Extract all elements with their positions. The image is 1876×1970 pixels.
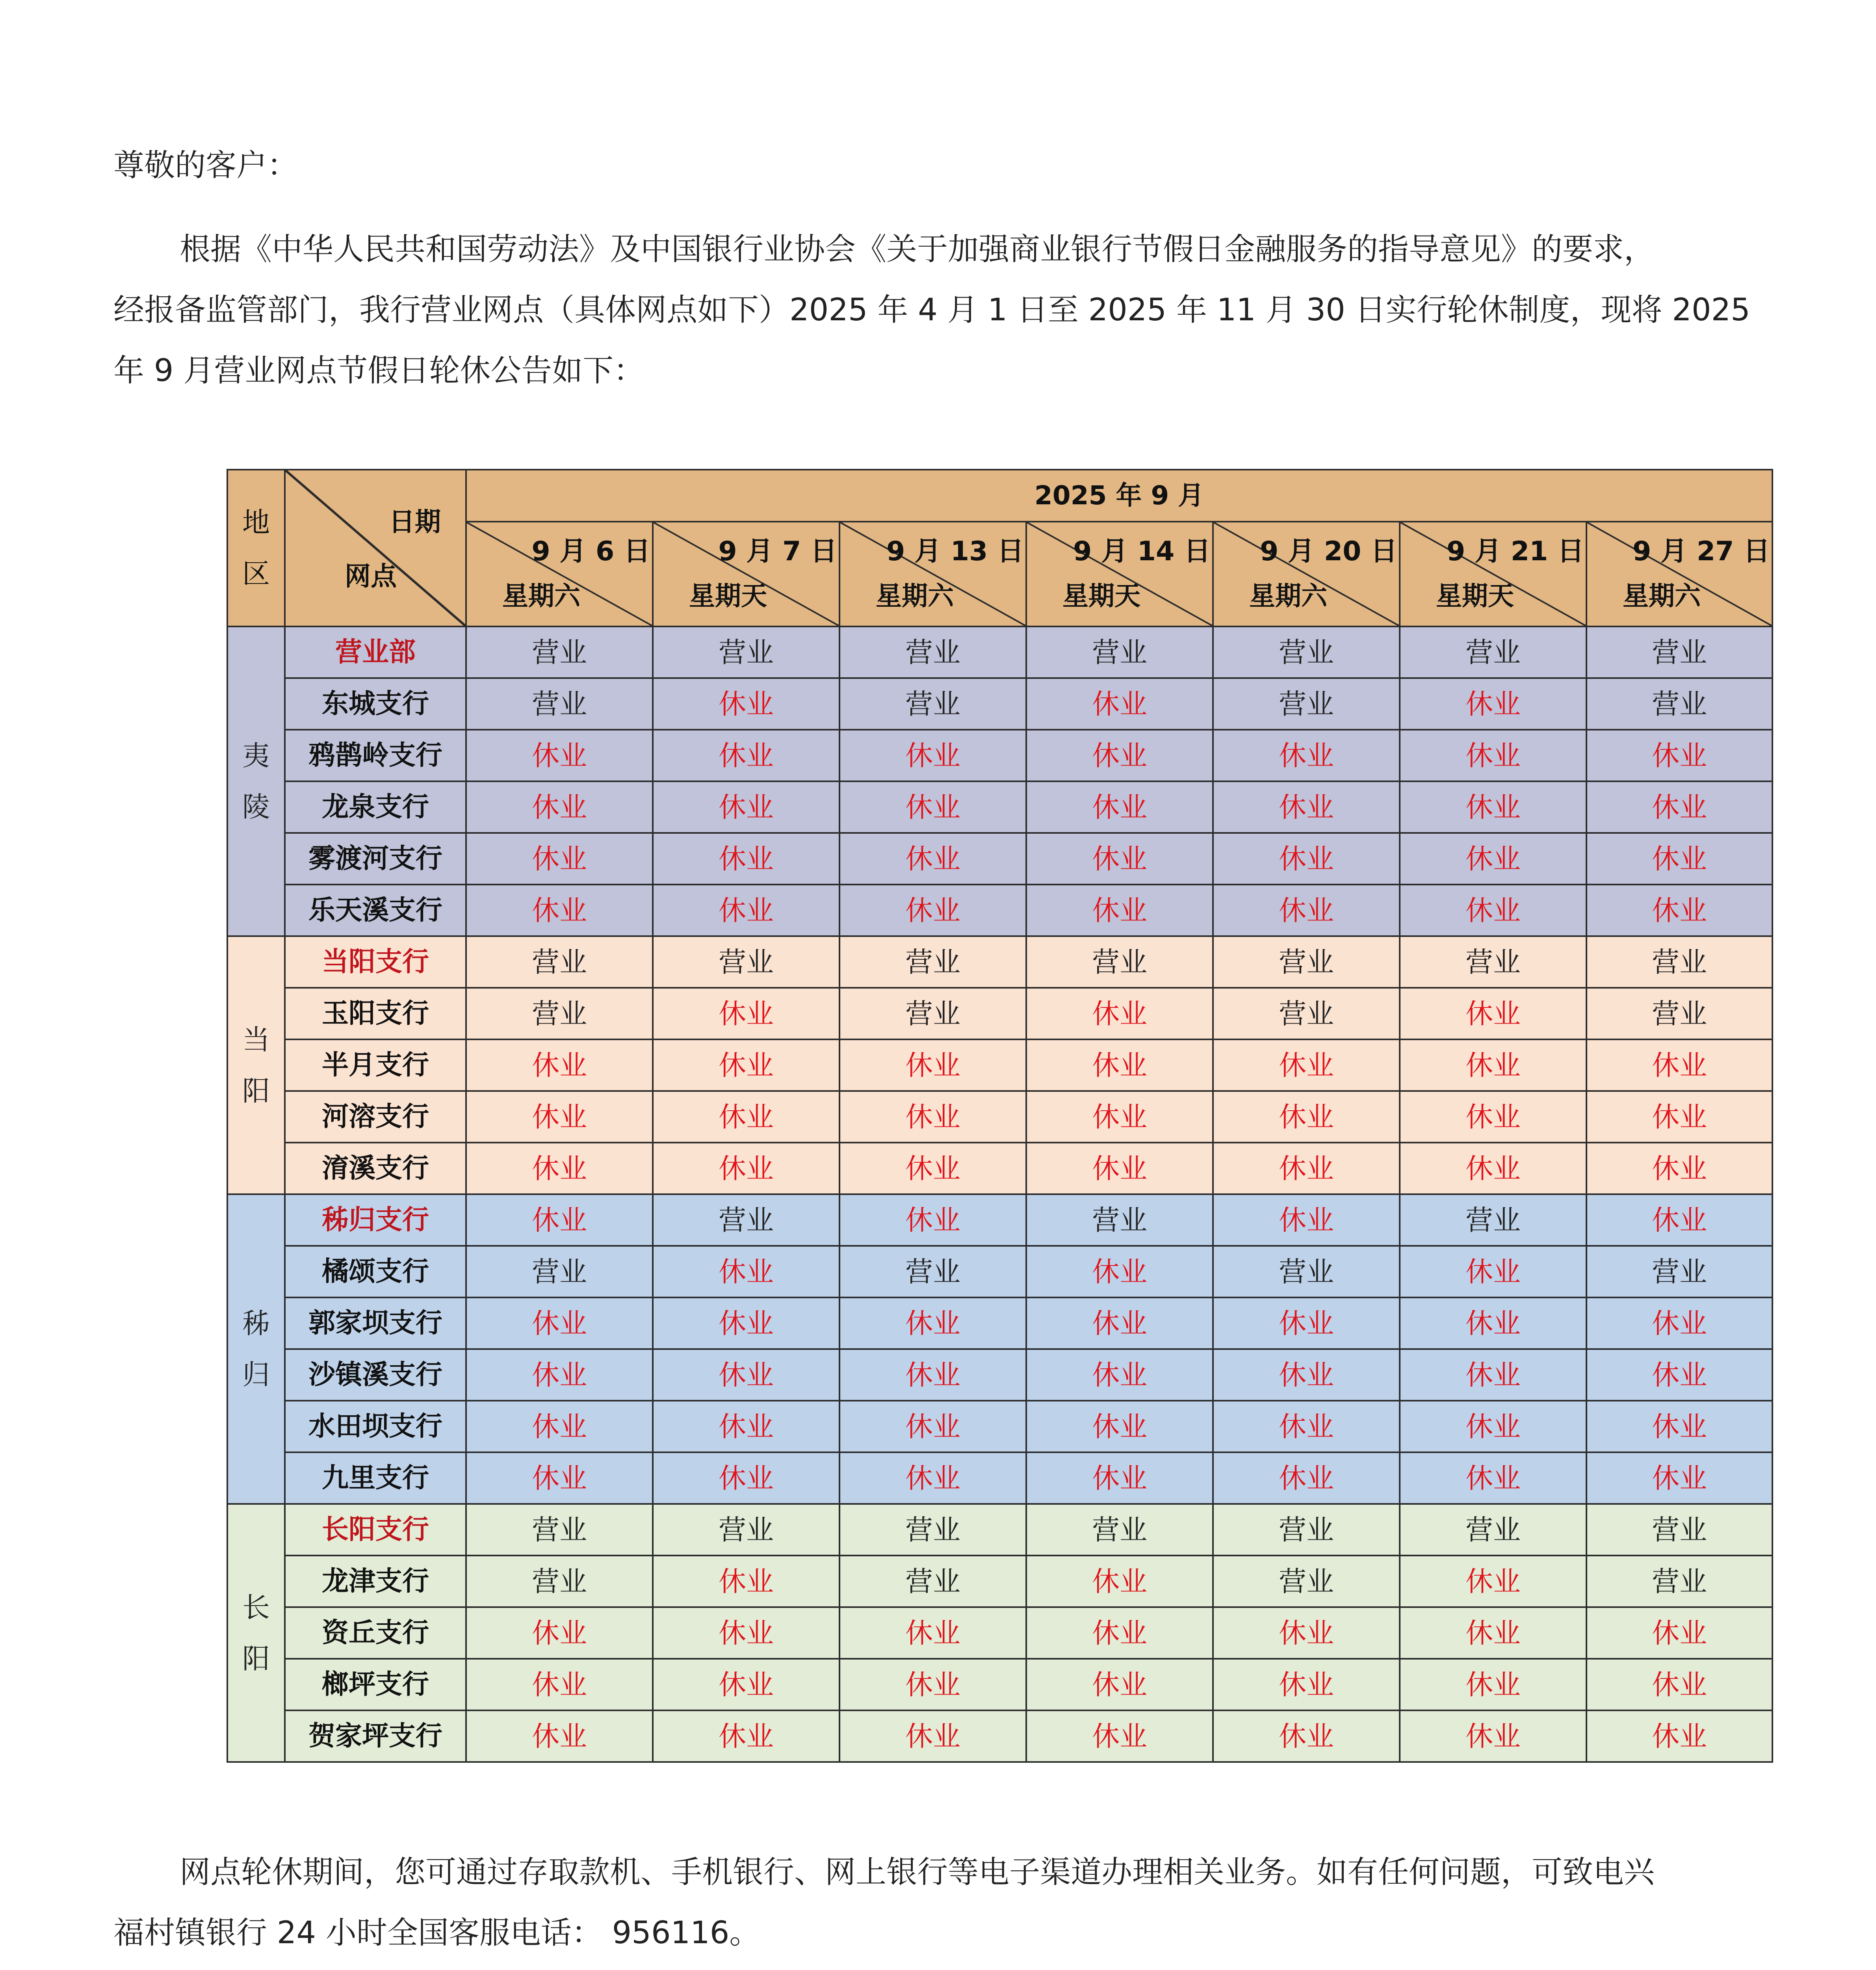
branch-name: 半月支行 [285,1039,466,1091]
day-date: 9 月 27 日 [1633,536,1770,567]
status-closed: 休业 [653,1607,840,1659]
status-closed: 休业 [1026,730,1213,781]
status-closed: 休业 [466,1194,653,1246]
branch-row [227,626,1772,678]
branch-name: 龙津支行 [285,1556,466,1607]
branch-row [227,1710,1772,1762]
status-closed: 休业 [1400,678,1586,730]
status-closed: 休业 [840,1039,1026,1091]
intro-line: 经报备监管部门，我行营业网点（具体网点如下）2025 年 4 月 1 日至 2025 年 11 月 30 日实行轮休制度，现将 2025 [113,292,1750,328]
status-open: 营业 [1586,1504,1772,1556]
status-closed: 休业 [1026,1246,1213,1297]
branch-row [227,885,1772,936]
status-closed: 休业 [1213,1710,1400,1762]
status-closed: 休业 [1586,730,1772,781]
status-closed: 休业 [1400,1452,1586,1504]
status-open: 营业 [840,1246,1026,1297]
status-closed: 休业 [840,1452,1026,1504]
status-closed: 休业 [1586,1607,1772,1659]
status-closed: 休业 [840,1401,1026,1452]
branch-name: 乐天溪支行 [285,885,466,936]
status-closed: 休业 [840,833,1026,885]
region-cell [227,626,285,936]
status-closed: 休业 [1026,1659,1213,1710]
region-char: 陵 [242,791,270,823]
status-closed: 休业 [840,1710,1026,1762]
branch-name: 雾渡河支行 [285,833,466,885]
status-open: 营业 [1586,678,1772,730]
status-closed: 休业 [466,1091,653,1143]
status-closed: 休业 [1586,1710,1772,1762]
day-header [1026,522,1213,626]
branch-axis-label: 网点 [345,561,397,591]
status-closed: 休业 [653,1143,840,1194]
status-closed: 休业 [653,1556,840,1607]
branch-name: 当阳支行 [285,936,466,988]
status-open: 营业 [466,988,653,1039]
status-closed: 休业 [840,1194,1026,1246]
status-closed: 休业 [1400,1091,1586,1143]
status-closed: 休业 [1026,1607,1213,1659]
branch-row [227,1039,1772,1091]
status-closed: 休业 [1026,1143,1213,1194]
status-closed: 休业 [1586,1452,1772,1504]
diagonal-header [285,470,466,626]
branch-name: 营业部 [285,626,466,678]
branch-row [227,1246,1772,1297]
status-closed: 休业 [1026,1091,1213,1143]
status-open: 营业 [1586,626,1772,678]
branch-row [227,1297,1772,1349]
day-date: 9 月 7 日 [718,536,837,567]
greeting: 尊敬的客户： [113,148,298,183]
day-weekday: 星期天 [1436,581,1514,611]
status-open: 营业 [840,678,1026,730]
status-closed: 休业 [1400,885,1586,936]
region-char: 秭 [242,1307,270,1340]
status-closed: 休业 [840,1143,1026,1194]
status-closed: 休业 [1026,781,1213,833]
day-date: 9 月 20 日 [1260,536,1397,567]
status-closed: 休业 [1213,1091,1400,1143]
note-line: 福村镇银行 24 小时全国客服电话： 956116。 [113,1915,760,1951]
status-closed: 休业 [466,781,653,833]
status-closed: 休业 [1213,1401,1400,1452]
status-closed: 休业 [1400,1039,1586,1091]
branch-row [227,833,1772,885]
day-header [653,522,840,626]
status-closed: 休业 [1400,988,1586,1039]
status-open: 营业 [1026,1504,1213,1556]
status-closed: 休业 [1213,1194,1400,1246]
status-closed: 休业 [1213,885,1400,936]
status-closed: 休业 [466,1349,653,1401]
branch-name: 榔坪支行 [285,1659,466,1710]
branch-name: 长阳支行 [285,1504,466,1556]
status-closed: 休业 [1586,833,1772,885]
branch-name: 贺家坪支行 [285,1710,466,1762]
status-closed: 休业 [1026,1297,1213,1349]
intro-paragraph [113,219,1760,401]
region-cell [227,1194,285,1504]
status-closed: 休业 [466,1607,653,1659]
status-closed: 休业 [1026,1039,1213,1091]
status-closed: 休业 [653,678,840,730]
region-header-char: 地 [242,506,270,539]
status-open: 营业 [1026,936,1213,988]
status-closed: 休业 [466,1039,653,1091]
status-closed: 休业 [840,1659,1026,1710]
status-open: 营业 [1400,936,1586,988]
status-open: 营业 [653,936,840,988]
status-closed: 休业 [1400,1401,1586,1452]
status-open: 营业 [1026,626,1213,678]
status-closed: 休业 [1026,833,1213,885]
branch-name: 淯溪支行 [285,1143,466,1194]
status-closed: 休业 [1213,1452,1400,1504]
branch-row [227,936,1772,988]
status-closed: 休业 [840,1607,1026,1659]
status-closed: 休业 [466,1452,653,1504]
status-open: 营业 [1400,1194,1586,1246]
status-closed: 休业 [1213,1297,1400,1349]
status-closed: 休业 [1586,1194,1772,1246]
status-closed: 休业 [653,1091,840,1143]
status-closed: 休业 [1213,833,1400,885]
status-closed: 休业 [1586,1401,1772,1452]
region-char: 长 [242,1591,270,1624]
status-closed: 休业 [1586,1349,1772,1401]
status-closed: 休业 [466,1659,653,1710]
status-closed: 休业 [1400,833,1586,885]
month-header: 2025 年 9 月 [466,470,1772,522]
status-open: 营业 [466,626,653,678]
day-date: 9 月 13 日 [886,536,1024,567]
day-date: 9 月 6 日 [531,536,650,567]
status-open: 营业 [466,1556,653,1607]
status-closed: 休业 [1400,1297,1586,1349]
day-date: 9 月 21 日 [1447,536,1584,567]
status-closed: 休业 [1026,678,1213,730]
status-closed: 休业 [466,1401,653,1452]
status-open: 营业 [1213,1246,1400,1297]
status-open: 营业 [466,678,653,730]
status-closed: 休业 [1026,1710,1213,1762]
status-open: 营业 [1213,1504,1400,1556]
region-char: 阳 [242,1074,270,1107]
status-closed: 休业 [840,885,1026,936]
status-closed: 休业 [653,1452,840,1504]
status-closed: 休业 [1586,885,1772,936]
region-cell [227,936,285,1194]
day-weekday: 星期六 [876,581,954,611]
status-open: 营业 [840,1556,1026,1607]
status-closed: 休业 [1400,1143,1586,1194]
status-closed: 休业 [653,885,840,936]
status-closed: 休业 [653,1659,840,1710]
status-closed: 休业 [653,730,840,781]
branch-name: 龙泉支行 [285,781,466,833]
status-closed: 休业 [1586,1297,1772,1349]
rotation-schedule-table [227,469,1773,1763]
status-open: 营业 [653,626,840,678]
branch-name: 玉阳支行 [285,988,466,1039]
status-open: 营业 [1586,936,1772,988]
status-closed: 休业 [1026,885,1213,936]
day-weekday: 星期六 [502,581,580,611]
branch-row [227,1349,1772,1401]
status-closed: 休业 [840,1349,1026,1401]
status-closed: 休业 [1586,1659,1772,1710]
status-open: 营业 [1213,936,1400,988]
status-open: 营业 [1400,1504,1586,1556]
status-open: 营业 [840,1504,1026,1556]
status-closed: 休业 [466,730,653,781]
status-closed: 休业 [1213,1143,1400,1194]
status-closed: 休业 [466,1143,653,1194]
status-closed: 休业 [466,1297,653,1349]
status-open: 营业 [1026,1194,1213,1246]
status-closed: 休业 [466,1710,653,1762]
branch-row [227,1556,1772,1607]
status-closed: 休业 [1586,1039,1772,1091]
status-closed: 休业 [1213,730,1400,781]
status-closed: 休业 [653,781,840,833]
status-closed: 休业 [1400,1349,1586,1401]
day-header [1213,522,1400,626]
status-open: 营业 [840,626,1026,678]
status-closed: 休业 [653,1710,840,1762]
status-closed: 休业 [1026,1349,1213,1401]
branch-name: 资丘支行 [285,1607,466,1659]
day-header [1400,522,1586,626]
status-closed: 休业 [653,833,840,885]
branch-row [227,1401,1772,1452]
region-cell [227,1504,285,1762]
status-closed: 休业 [653,1401,840,1452]
status-closed: 休业 [840,730,1026,781]
branch-name: 东城支行 [285,678,466,730]
note-paragraph [113,1842,1655,1963]
status-open: 营业 [1213,1556,1400,1607]
header-month-row [227,470,1772,522]
status-closed: 休业 [840,781,1026,833]
status-closed: 休业 [1400,1659,1586,1710]
status-closed: 休业 [1400,781,1586,833]
region-char: 阳 [242,1642,270,1675]
day-weekday: 星期天 [1062,581,1140,611]
day-date: 9 月 14 日 [1073,536,1211,567]
branch-name: 秭归支行 [285,1194,466,1246]
status-open: 营业 [1213,988,1400,1039]
day-weekday: 星期天 [689,581,767,611]
branch-row [227,1659,1772,1710]
branch-row [227,730,1772,781]
status-closed: 休业 [653,1039,840,1091]
status-closed: 休业 [653,1297,840,1349]
status-open: 营业 [466,936,653,988]
status-closed: 休业 [840,1297,1026,1349]
status-closed: 休业 [1400,1607,1586,1659]
status-open: 营业 [1586,1246,1772,1297]
status-open: 营业 [466,1504,653,1556]
branch-name: 沙镇溪支行 [285,1349,466,1401]
branch-row [227,988,1772,1039]
branch-name: 橘颂支行 [285,1246,466,1297]
region-header-char: 区 [242,558,270,590]
status-open: 营业 [653,1504,840,1556]
region-header [227,470,285,626]
branch-row [227,1607,1772,1659]
status-closed: 休业 [466,833,653,885]
status-closed: 休业 [1213,1349,1400,1401]
status-closed: 休业 [1400,730,1586,781]
branch-row [227,1504,1772,1556]
day-weekday: 星期六 [1623,581,1701,611]
status-open: 营业 [653,1194,840,1246]
status-open: 营业 [1213,626,1400,678]
status-open: 营业 [466,1246,653,1297]
status-open: 营业 [1400,626,1586,678]
status-closed: 休业 [1213,781,1400,833]
status-open: 营业 [840,936,1026,988]
intro-line: 根据《中华人民共和国劳动法》及中国银行业协会《关于加强商业银行节假日金融服务的指导意见》的要求， [180,232,1655,267]
day-weekday: 星期六 [1249,581,1327,611]
day-header [840,522,1026,626]
status-closed: 休业 [1213,1659,1400,1710]
status-open: 营业 [1213,678,1400,730]
status-closed: 休业 [1026,1401,1213,1452]
branch-name: 九里支行 [285,1452,466,1504]
status-closed: 休业 [1026,988,1213,1039]
branch-row [227,678,1772,730]
region-char: 夷 [242,740,270,772]
status-closed: 休业 [653,1246,840,1297]
status-closed: 休业 [1586,781,1772,833]
status-closed: 休业 [653,1349,840,1401]
intro-line: 年 9 月营业网点节假日轮休公告如下： [113,353,645,388]
status-closed: 休业 [1400,1556,1586,1607]
status-closed: 休业 [466,885,653,936]
status-closed: 休业 [1213,1607,1400,1659]
note-line: 网点轮休期间，您可通过存取款机、手机银行、网上银行等电子渠道办理相关业务。如有任何问题，可致电兴 [180,1855,1655,1890]
date-axis-label: 日期 [389,507,441,537]
status-closed: 休业 [1213,1039,1400,1091]
status-closed: 休业 [1586,1143,1772,1194]
status-closed: 休业 [1400,1710,1586,1762]
region-char: 当 [242,1023,270,1056]
day-header [466,522,653,626]
status-closed: 休业 [653,988,840,1039]
branch-row [227,1194,1772,1246]
branch-name: 郭家坝支行 [285,1297,466,1349]
status-open: 营业 [1586,1556,1772,1607]
status-closed: 休业 [1586,1091,1772,1143]
status-closed: 休业 [840,1091,1026,1143]
day-header [1586,522,1772,626]
status-closed: 休业 [1026,1452,1213,1504]
branch-row [227,1143,1772,1194]
status-closed: 休业 [1400,1246,1586,1297]
status-open: 营业 [1586,988,1772,1039]
branch-name: 水田坝支行 [285,1401,466,1452]
schedule-body [227,626,1772,1762]
status-open: 营业 [840,988,1026,1039]
branch-name: 河溶支行 [285,1091,466,1143]
region-char: 归 [242,1359,270,1391]
branch-row [227,1091,1772,1143]
branch-row [227,1452,1772,1504]
branch-name: 鸦鹊岭支行 [285,730,466,781]
status-closed: 休业 [1026,1556,1213,1607]
branch-row [227,781,1772,833]
